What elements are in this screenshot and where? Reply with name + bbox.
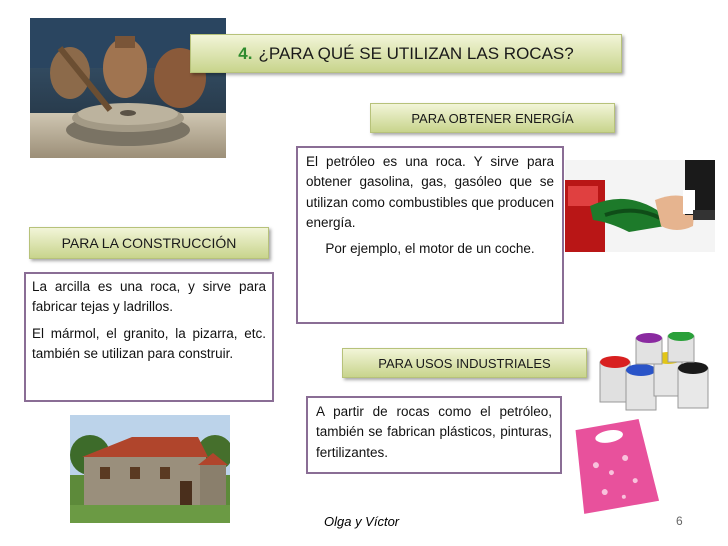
construction-text-2: El mármol, el granito, la pizarra, etc. también se utilizan para construir.	[32, 325, 266, 361]
title-text: ¿PARA QUÉ SE UTILIZAN LAS ROCAS?	[258, 43, 574, 63]
energy-label-text: PARA OBTENER ENERGÍA	[411, 110, 574, 126]
industrial-text: A partir de rocas como el petróleo, también se fabrican plásticos, pinturas, fertilizantes.	[316, 404, 552, 460]
page-number: 6	[676, 514, 683, 528]
stone-house-photo	[70, 415, 230, 523]
construction-label-text: PARA LA CONSTRUCCIÓN	[61, 235, 237, 251]
energy-example: Por ejemplo, el motor de un coche.	[325, 241, 535, 256]
construction-label	[29, 227, 269, 259]
author-footer: Olga y Víctor	[324, 514, 400, 529]
construction-text-1: La arcilla es una roca, y sirve para fabricar tejas y ladrillos.	[32, 279, 266, 315]
title-number: 4.	[238, 43, 253, 63]
fuel-pump-photo	[565, 160, 715, 252]
industrial-label	[342, 348, 587, 378]
energy-box	[296, 146, 564, 324]
plastic-bag-photo	[566, 412, 662, 516]
energy-label	[370, 103, 615, 133]
energy-text: El petróleo es una roca. Y sirve para obtener gasolina, gas, gasóleo que se utilizan como combustibles que producen energía.	[306, 154, 554, 230]
slide-title	[190, 34, 622, 73]
construction-box	[24, 272, 274, 402]
industrial-box	[306, 396, 562, 474]
paint-cans-photo	[596, 332, 714, 414]
industrial-label-text: PARA USOS INDUSTRIALES	[378, 355, 551, 371]
